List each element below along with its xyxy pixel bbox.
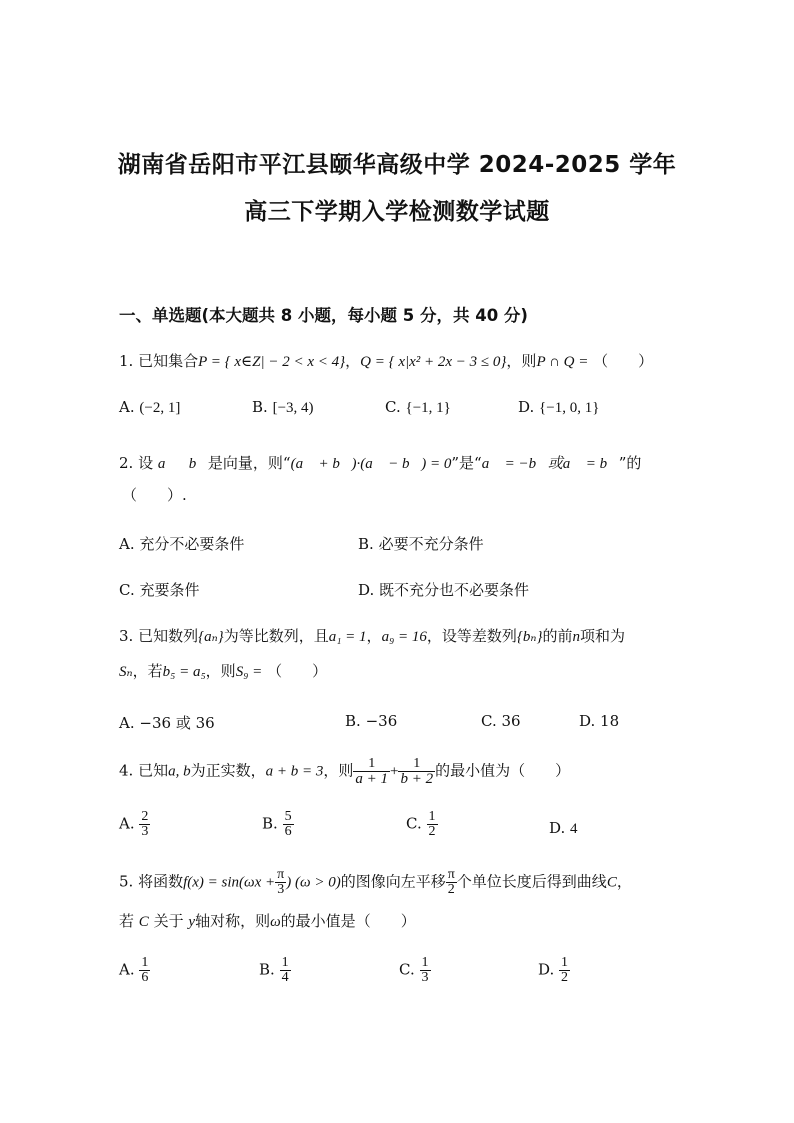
option-a: A. $\frac{1}{6}$	[119, 955, 149, 985]
question-text: 的前	[542, 627, 573, 645]
question-text: ”是“	[451, 454, 482, 472]
question-5: 5. 将函数f(x) = sin(ωx + $\frac{\pi}{3}$ ) (ω > 0)的图像向左平移 $\frac{\pi}{2}$ 个单位长度后得到曲线C，	[119, 867, 632, 897]
answer-paren: （ ）	[355, 912, 416, 930]
question-number: 4.	[119, 761, 134, 780]
question-number: 1.	[119, 352, 134, 370]
option-a: A. −36 或 36	[119, 714, 215, 732]
option-d: D. {−1, 0, 1}	[518, 398, 600, 416]
question-text: ，则	[323, 761, 354, 780]
expression: (a⃗ + b⃗)·(a⃗ − b⃗) = 0	[290, 456, 452, 472]
document-title-line1: 湖南省岳阳市平江县颐华高级中学 2024-2025 学年	[117, 152, 677, 178]
expression: P ∩ Q =	[536, 354, 589, 370]
condition-3: b₅ = a₅	[162, 664, 206, 680]
question-3-line-2: Sₙ，若b₅ = a₅，则S₉ = （ ）	[119, 662, 328, 680]
question-4: 4. 已知a, b为正实数，a + b = 3，则 $\frac{1}{a + 1}$ + $\frac{1}{b + 2}$ 的最小值为（ ）	[119, 756, 571, 787]
option-d: D. $\frac{1}{2}$	[538, 955, 569, 985]
sum-symbol: Sₙ	[119, 664, 133, 680]
section-heading: 一、单选题(本大题共 8 小题，每小题 5 分，共 40 分)	[119, 306, 528, 325]
question-text: 个单位长度后得到曲线	[456, 872, 607, 891]
fraction-pi-2: $\frac{\pi}{2}$	[447, 867, 455, 897]
fraction-pi-3: $\frac{\pi}{3}$	[277, 867, 285, 897]
question-text: 项和为	[580, 627, 626, 645]
question-5-line-2: 若 C 关于 y轴对称，则ω的最小值是（ ）	[119, 912, 416, 930]
question-text: ，设等差数列	[426, 627, 517, 645]
sequence-b: {bₙ}	[516, 629, 543, 645]
question-text: ，	[345, 352, 361, 370]
question-number: 5.	[119, 872, 134, 891]
question-text: 是向量，则“	[207, 454, 291, 472]
option-a: A. 充分不必要条件	[119, 535, 245, 553]
question-text: ，则	[506, 352, 537, 370]
option-c: C. 36	[481, 712, 521, 730]
condition-2: a₉ = 16	[381, 629, 427, 645]
option-d: D. 18	[579, 712, 620, 730]
question-1	[119, 350, 653, 371]
set-q: Q = { x|x² + 2x − 3 ≤ 0}	[360, 354, 507, 370]
condition: a + b = 3	[265, 763, 324, 780]
option-b: B. 必要不充分条件	[358, 535, 484, 553]
question-text: 已知集合	[138, 352, 199, 370]
question-2	[119, 452, 641, 473]
question-text: 设	[138, 454, 154, 472]
question-text: ”的	[618, 454, 642, 472]
question-text: 已知	[138, 761, 169, 780]
option-a: A. (−2, 1]	[119, 398, 181, 416]
function: f(x) = sin(ωx +	[183, 874, 276, 891]
fraction-2: $\frac{1}{b + 2}$	[400, 756, 434, 787]
question-text: 将函数	[138, 872, 184, 891]
option-c: C. 充要条件	[119, 581, 200, 599]
answer-paren: （ ）	[593, 352, 654, 370]
question-text: 为正实数，	[190, 761, 266, 780]
question-text: 为等比数列，且	[223, 627, 329, 645]
question-3: 3. 已知数列{aₙ}为等比数列，且a₁ = 1，a₉ = 16，设等差数列{bₙ}的前n项和为	[119, 627, 626, 645]
option-c: C. $\frac{1}{3}$	[399, 955, 429, 985]
document-title-line2: 高三下学期入学检测数学试题	[244, 199, 550, 225]
option-b: B. −36	[345, 712, 398, 730]
option-d: D. 既不充分也不必要条件	[358, 581, 530, 599]
option-b: B. [−3, 4)	[252, 398, 314, 416]
option-b: B. $\frac{1}{4}$	[259, 955, 289, 985]
option-c: C. $\frac{1}{2}$	[406, 809, 436, 839]
vars: a, b	[168, 763, 191, 780]
answer-paren: （ ）.	[122, 486, 187, 504]
fraction-1: $\frac{1}{a + 1}$	[355, 756, 389, 787]
vector-vars: a⃗，b⃗	[157, 456, 208, 472]
question-text: 的最小值为	[435, 761, 511, 780]
sequence-a: {aₙ}	[198, 629, 224, 645]
option-b: B. $\frac{5}{6}$	[262, 809, 292, 839]
answer-paren: （ ）	[267, 662, 328, 680]
question-number: 3.	[119, 627, 134, 645]
set-p: P = { x∈Z| − 2 < x < 4}	[198, 354, 346, 370]
question-number: 2.	[119, 454, 134, 472]
expression-2: a⃗ = −b⃗或a⃗ = b⃗	[481, 456, 619, 472]
option-d: D. 4	[549, 819, 578, 837]
expression: S₉ =	[235, 664, 263, 680]
question-text: 的图像向左平移	[340, 872, 446, 891]
answer-paren: （ ）	[510, 761, 571, 780]
option-c: C. {−1, 1}	[385, 398, 451, 416]
question-text: 已知数列	[138, 627, 199, 645]
condition-1: a₁ = 1	[328, 629, 367, 645]
option-a: A. $\frac{2}{3}$	[119, 809, 149, 839]
